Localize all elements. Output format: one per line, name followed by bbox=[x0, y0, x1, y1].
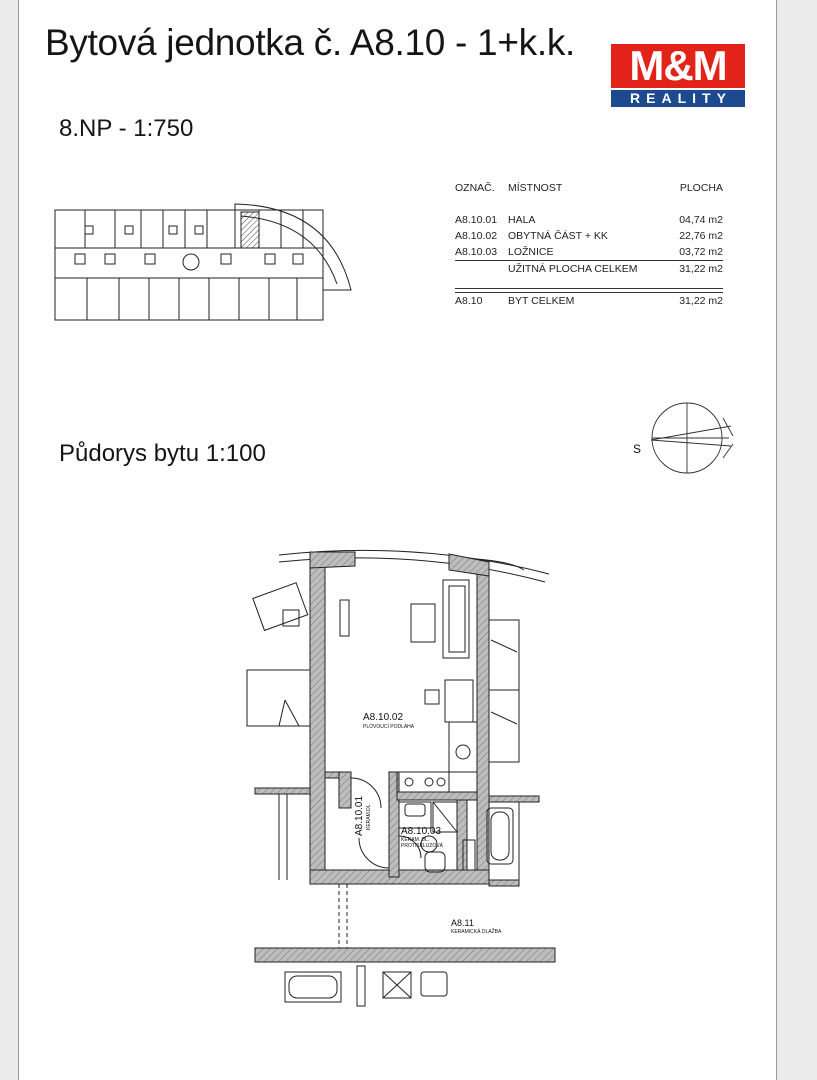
row-room: LOŽNICE bbox=[508, 246, 554, 258]
room-finish-corridor: KERAMICKÁ DLAŽBA bbox=[451, 929, 502, 935]
row-code: A8.10.02 bbox=[455, 230, 498, 242]
flat-total-area: 31,22 m2 bbox=[679, 295, 723, 307]
header-area: PLOCHA bbox=[679, 182, 723, 194]
room-finish-living: PLOVOUCÍ PODLAHA bbox=[363, 724, 415, 730]
room-code-corridor: A8.11 bbox=[451, 918, 474, 928]
company-logo bbox=[611, 44, 745, 108]
north-arrow-icon bbox=[629, 400, 749, 480]
usable-total-area: 31,22 m2 bbox=[679, 263, 723, 275]
room-table-header bbox=[455, 178, 723, 198]
table-row bbox=[455, 244, 723, 260]
usable-total-row bbox=[455, 260, 723, 277]
row-room: OBYTNÁ ČÁST + KK bbox=[508, 230, 608, 242]
room-finish-hall: KERAM.DL. bbox=[366, 803, 372, 830]
header-code: OZNAČ. bbox=[455, 182, 495, 194]
compass-label: S bbox=[633, 442, 642, 456]
floor-scale-label: 8.NP - 1:750 bbox=[59, 115, 194, 142]
row-area: 03,72 m2 bbox=[679, 246, 723, 258]
flat-total-label: BYT CELKEM bbox=[508, 295, 575, 307]
room-code-living: A8.10.02 bbox=[363, 712, 404, 723]
drawing-sheet bbox=[18, 0, 777, 1080]
row-code: A8.10.01 bbox=[455, 214, 498, 226]
row-code: A8.10.03 bbox=[455, 246, 498, 258]
room-code-bedroom: A8.10.03 bbox=[401, 826, 442, 837]
row-area: 22,76 m2 bbox=[679, 230, 723, 242]
row-room: HALA bbox=[508, 214, 536, 226]
flat-total-code: A8.10 bbox=[455, 295, 483, 307]
plan-scale-label: Půdorys bytu 1:100 bbox=[59, 440, 266, 467]
room-code-hall: A8.10.01 bbox=[354, 795, 365, 836]
usable-total-label: UŽITNÁ PLOCHA CELKEM bbox=[508, 263, 638, 275]
key-plan-drawing bbox=[45, 200, 385, 330]
header-room: MÍSTNOST bbox=[508, 182, 563, 194]
room-finish-bedroom-2: PROTISKLUZOVÁ bbox=[401, 843, 443, 849]
flat-total-row bbox=[455, 293, 723, 309]
room-schedule-table bbox=[455, 178, 723, 309]
page-title: Bytová jednotka č. A8.10 - 1+k.k. bbox=[45, 22, 575, 63]
row-area: 04,74 m2 bbox=[679, 214, 723, 226]
table-row bbox=[455, 212, 723, 228]
logo-wordmark: REALITY bbox=[611, 90, 745, 107]
table-row bbox=[455, 228, 723, 244]
logo-mark: M&M bbox=[611, 44, 745, 88]
floor-plan-drawing bbox=[219, 540, 579, 1010]
room-finish-bedroom-1: KERAM. DL. bbox=[401, 837, 430, 843]
